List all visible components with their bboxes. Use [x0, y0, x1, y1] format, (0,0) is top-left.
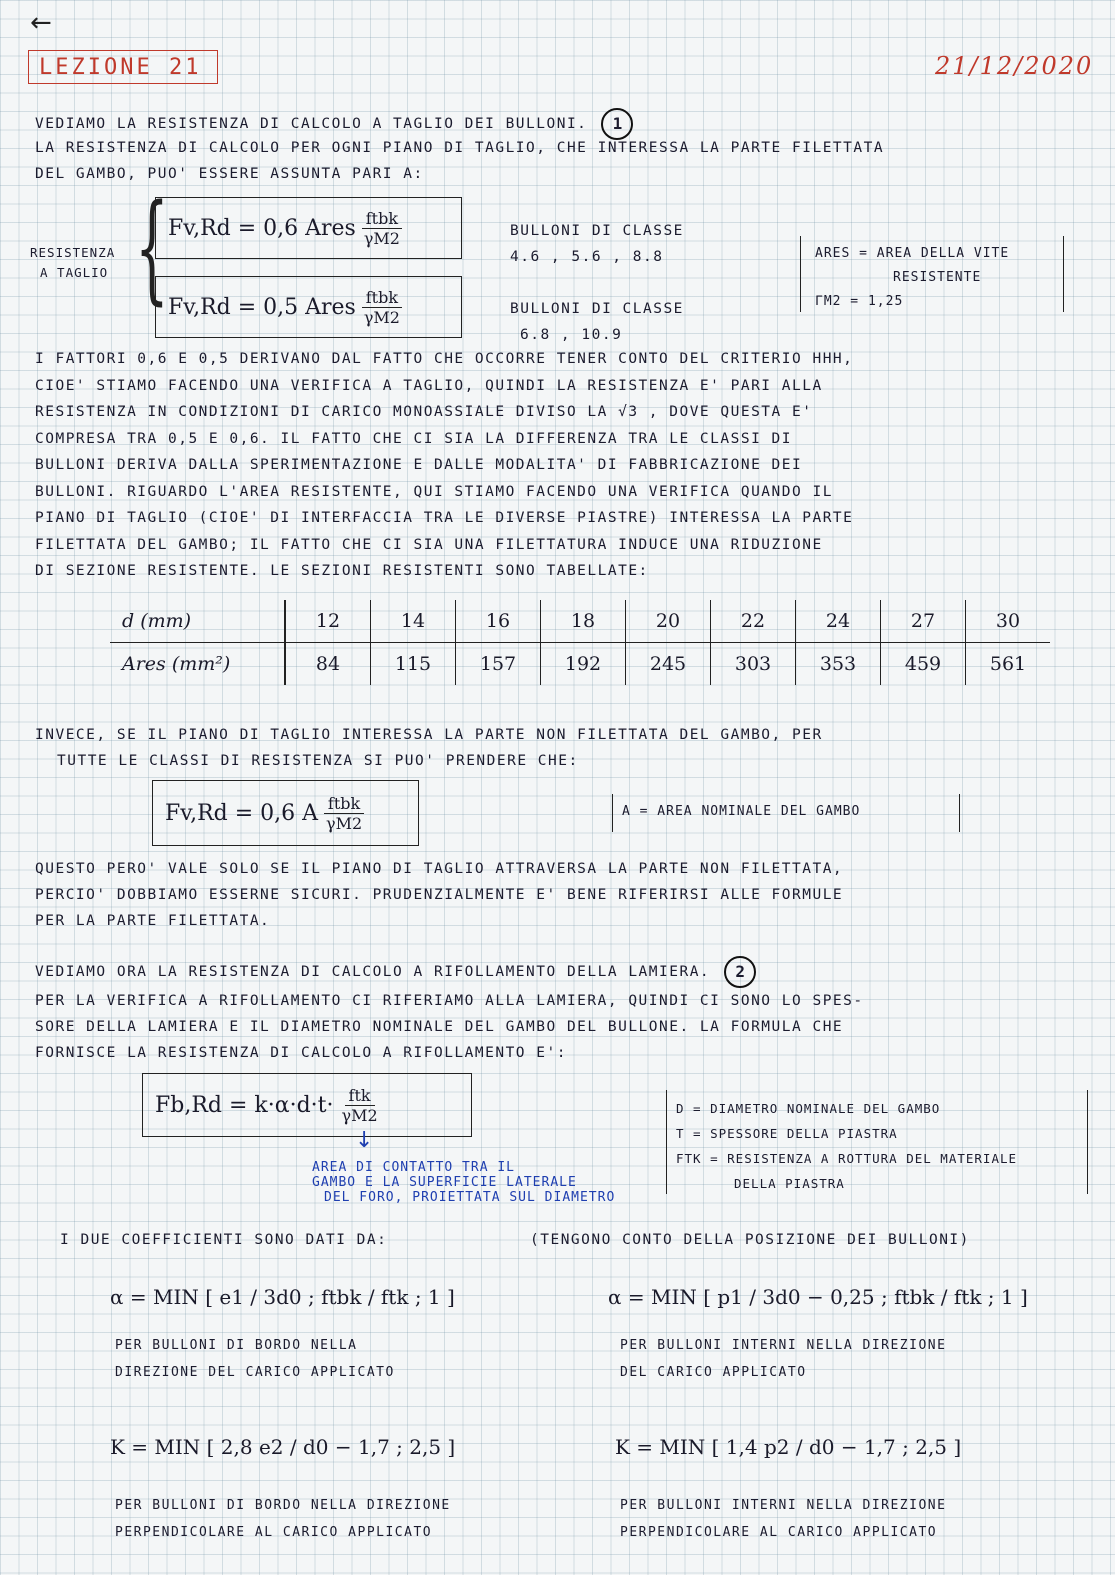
ares-legend-line3: ΓM2 = 1,25: [815, 294, 904, 309]
table-cell: 303: [711, 643, 796, 686]
area-note: A = AREA NOMINALE DEL GAMBO: [622, 804, 861, 819]
formula-shear-threaded-a: [155, 197, 462, 259]
section2-paragraph: [35, 988, 864, 1066]
resistance-label-line1: RESISTENZA: [30, 245, 116, 260]
resistant-section-table: [110, 600, 1050, 685]
lesson-date: 21/12/2020: [935, 52, 1094, 80]
section1-intro-text: VEDIAMO LA RESISTENZA DI CALCOLO A TAGLIO DEI BULLONI.: [35, 116, 588, 132]
class-a-block: [510, 218, 684, 270]
alpha-internal-caption: [620, 1332, 946, 1386]
table-cell: 459: [881, 643, 966, 686]
paragraph2-line: INVECE, SE IL PIANO DI TAGLIO INTERESSA LA PARTE NON FILETTATA DEL GAMBO, PER: [35, 727, 823, 743]
caption-line: PERPENDICOLARE AL CARICO APPLICATO: [620, 1525, 938, 1540]
table-header-d: d (mm): [110, 600, 285, 643]
table-cell: 27: [881, 600, 966, 643]
formula-bearing-lhs: Fb,Rd = k·α·d·t·: [155, 1092, 334, 1118]
table-cell: 18: [541, 600, 626, 643]
table-cell: 84: [285, 643, 371, 686]
frac-num: ftbk: [324, 794, 364, 814]
formula-a-fraction: [360, 209, 404, 248]
section-marker-2: 2: [724, 956, 756, 988]
formula-c-lhs: Fv,Rd = 0,6 A: [165, 800, 319, 826]
section1-intro-line1: [35, 108, 633, 140]
frac-num: ftk: [345, 1086, 375, 1106]
table-row-area: [110, 643, 1050, 686]
table-cell: 561: [989, 653, 1027, 675]
ares-legend-line1: ARES = AREA DELLA VITE: [815, 246, 1010, 261]
class-b-block: [510, 296, 684, 348]
caption-line: DIREZIONE DEL CARICO APPLICATO: [115, 1365, 395, 1380]
bearing-legend: [676, 1096, 1017, 1196]
paragraph1-line: DI SEZIONE RESISTENTE. LE SEZIONI RESISTENTI SONO TABELLATE:: [35, 563, 649, 579]
caption-line: PER BULLONI INTERNI NELLA DIREZIONE: [620, 1338, 947, 1353]
k-internal-caption: [620, 1492, 946, 1546]
frac-num: ftbk: [362, 209, 402, 229]
table-row-diameter: [110, 600, 1050, 643]
formula-bearing: [142, 1073, 472, 1137]
down-arrow-icon: ↓: [355, 1128, 374, 1153]
caption-line: DEL CARICO APPLICATO: [620, 1365, 807, 1380]
coeff-note: (TENGONO CONTO DELLA POSIZIONE DEI BULLONI): [530, 1232, 970, 1248]
formula-shear-threaded-b: [155, 276, 462, 338]
class-a-values: 4.6 , 5.6 , 8.8: [510, 249, 664, 265]
paragraph1-line: I FATTORI 0,6 E 0,5 DERIVANO DAL FATTO CHE OCCORRE TENER CONTO DEL CRITERIO HHH,: [35, 351, 854, 367]
contact-area-line: GAMBO E LA SUPERFICIE LATERALE: [312, 1175, 577, 1190]
section2-line: PER LA VERIFICA A RIFOLLAMENTO CI RIFERIAMO ALLA LAMIERA, QUINDI CI SONO LO SPES-: [35, 993, 864, 1009]
paragraph-prudence: [35, 856, 843, 934]
frac-den: γM2: [363, 307, 400, 327]
paragraph1-line: FILETTATA DEL GAMBO; IL FATTO CHE CI SIA UNA FILETTATURA INDUCE UNA RIDUZIONE: [35, 536, 823, 553]
table-cell: 353: [796, 643, 881, 686]
alpha-edge-caption: [115, 1332, 395, 1386]
k-edge-formula: K = MIN [ 2,8 e2 / d0 − 1,7 ; 2,5 ]: [110, 1435, 456, 1459]
ares-legend: [815, 242, 1009, 314]
section-marker-1: 1: [601, 108, 633, 140]
resistance-label: [30, 243, 115, 283]
frac-den: γM2: [363, 228, 400, 248]
section2-intro-text: VEDIAMO ORA LA RESISTENZA DI CALCOLO A RIFOLLAMENTO DELLA LAMIERA.: [35, 964, 711, 980]
caption-line: PER BULLONI DI BORDO NELLA DIREZIONE: [115, 1498, 451, 1513]
contact-area-note: [312, 1160, 615, 1205]
lesson-title: LEZIONE 21: [28, 50, 218, 84]
table-cell: 115: [371, 643, 456, 686]
ares-legend-line2: RESISTENTE: [893, 270, 982, 285]
formula-b-lhs: Fv,Rd = 0,5 Ares: [168, 294, 356, 320]
table-cell: 24: [796, 600, 881, 643]
table-cell: 157: [456, 643, 541, 686]
class-b-values: 6.8 , 10.9: [520, 327, 623, 343]
coeff-intro: I DUE COEFFICIENTI SONO DATI DA:: [60, 1232, 388, 1248]
contact-area-line: DEL FORO, PROIETTATA SUL DIAMETRO: [324, 1190, 616, 1205]
section2-line: SORE DELLA LAMIERA E IL DIAMETRO NOMINALE DEL GAMBO DEL BULLONE. LA FORMULA CHE: [35, 1019, 844, 1035]
paragraph1-line: PIANO DI TAGLIO (CIOE' DI INTERFACCIA TRA LE DIVERSE PIASTRE) INTERESSA LA PARTE: [35, 510, 854, 526]
table-cell: 20: [626, 600, 711, 643]
bearing-legend-line: D = DIAMETRO NOMINALE DEL GAMBO: [676, 1101, 941, 1116]
alpha-edge-formula: α = MIN [ e1 / 3d0 ; ftbk / ftk ; 1 ]: [110, 1285, 455, 1309]
paragraph3-line: PERCIO' DOBBIAMO ESSERNE SICURI. PRUDENZIALMENTE E' BENE RIFERIRSI ALLE FORMULE: [35, 887, 844, 903]
formula-bearing-fraction: [338, 1086, 382, 1125]
table-cell: 22: [711, 600, 796, 643]
table-cell: 12: [285, 600, 371, 643]
formula-shear-non-threaded: [152, 780, 419, 846]
paragraph3-line: QUESTO PERO' VALE SOLO SE IL PIANO DI TAGLIO ATTRAVERSA LA PARTE NON FILETTATA,: [35, 861, 844, 877]
table-cell: 192: [541, 643, 626, 686]
formula-a-lhs: Fv,Rd = 0,6 Ares: [168, 215, 356, 241]
table-header-ares: Ares (mm²): [110, 643, 285, 686]
paragraph1-line: RESISTENZA IN CONDIZIONI DI CARICO MONOASSIALE DIVISO LA √3 , DOVE QUESTA E': [35, 404, 813, 420]
alpha-internal-formula: α = MIN [ p1 / 3d0 − 0,25 ; ftbk / ftk ; 1 ]: [608, 1285, 1028, 1309]
paragraph-shear-factors: [35, 346, 853, 585]
class-a-title: BULLONI DI CLASSE: [510, 223, 684, 239]
section1-intro-line2: LA RESISTENZA DI CALCOLO PER OGNI PIANO DI TAGLIO, CHE INTERESSA LA PARTE FILETTATA: [35, 140, 885, 156]
k-edge-caption: [115, 1492, 451, 1546]
section2-line: FORNISCE LA RESISTENZA DI CALCOLO A RIFOLLAMENTO E':: [35, 1045, 567, 1061]
table-cell: 30: [966, 600, 1051, 643]
frac-den: γM2: [341, 1105, 378, 1125]
paragraph-non-threaded: [35, 722, 823, 774]
frac-den: γM2: [326, 813, 363, 833]
paragraph3-line: PER LA PARTE FILETTATA.: [35, 913, 271, 929]
paragraph1-line: BULLONI DERIVA DALLA SPERIMENTAZIONE E DALLE MODALITA' DI FABBRICAZIONE DEI: [35, 457, 803, 473]
section1-intro-line3: DEL GAMBO, PUO' ESSERE ASSUNTA PARI A:: [35, 166, 424, 182]
caption-line: PER BULLONI DI BORDO NELLA: [115, 1338, 358, 1353]
bearing-legend-line: FTK = RESISTENZA A ROTTURA DEL MATERIALE: [676, 1151, 1018, 1166]
contact-area-line: AREA DI CONTATTO TRA IL: [312, 1160, 516, 1175]
paragraph1-line: CIOE' STIAMO FACENDO UNA VERIFICA A TAGLIO, QUINDI LA RESISTENZA E' PARI ALLA: [35, 377, 823, 394]
table-cell: 14: [371, 600, 456, 643]
formula-b-fraction: [360, 288, 404, 327]
back-arrow-icon: ←: [30, 8, 52, 38]
table-cell: 245: [626, 643, 711, 686]
resistance-label-line2: A TAGLIO: [40, 265, 109, 280]
k-internal-formula: K = MIN [ 1,4 p2 / d0 − 1,7 ; 2,5 ]: [615, 1435, 962, 1459]
caption-line: PER BULLONI INTERNI NELLA DIREZIONE: [620, 1498, 947, 1513]
formula-c-fraction: [322, 794, 366, 833]
frac-num: ftbk: [362, 288, 402, 308]
paragraph1-line: BULLONI. RIGUARDO L'AREA RESISTENTE, QUI STIAMO FACENDO UNA VERIFICA QUANDO IL: [35, 483, 833, 500]
paragraph1-line: COMPRESA TRA 0,5 E 0,6. IL FATTO CHE CI SIA LA DIFFERENZA TRA LE CLASSI DI: [35, 430, 793, 447]
bearing-legend-line: DELLA PIASTRA: [734, 1176, 845, 1191]
paragraph2-line: TUTTE LE CLASSI DI RESISTENZA SI PUO' PRENDERE CHE:: [57, 753, 579, 769]
caption-line: PERPENDICOLARE AL CARICO APPLICATO: [115, 1525, 433, 1540]
bearing-legend-line: T = SPESSORE DELLA PIASTRA: [676, 1126, 898, 1141]
section2-intro-line1: [35, 956, 756, 988]
table-cell: 16: [456, 600, 541, 643]
left-brace: {: [135, 178, 169, 316]
class-b-title: BULLONI DI CLASSE: [510, 301, 684, 317]
